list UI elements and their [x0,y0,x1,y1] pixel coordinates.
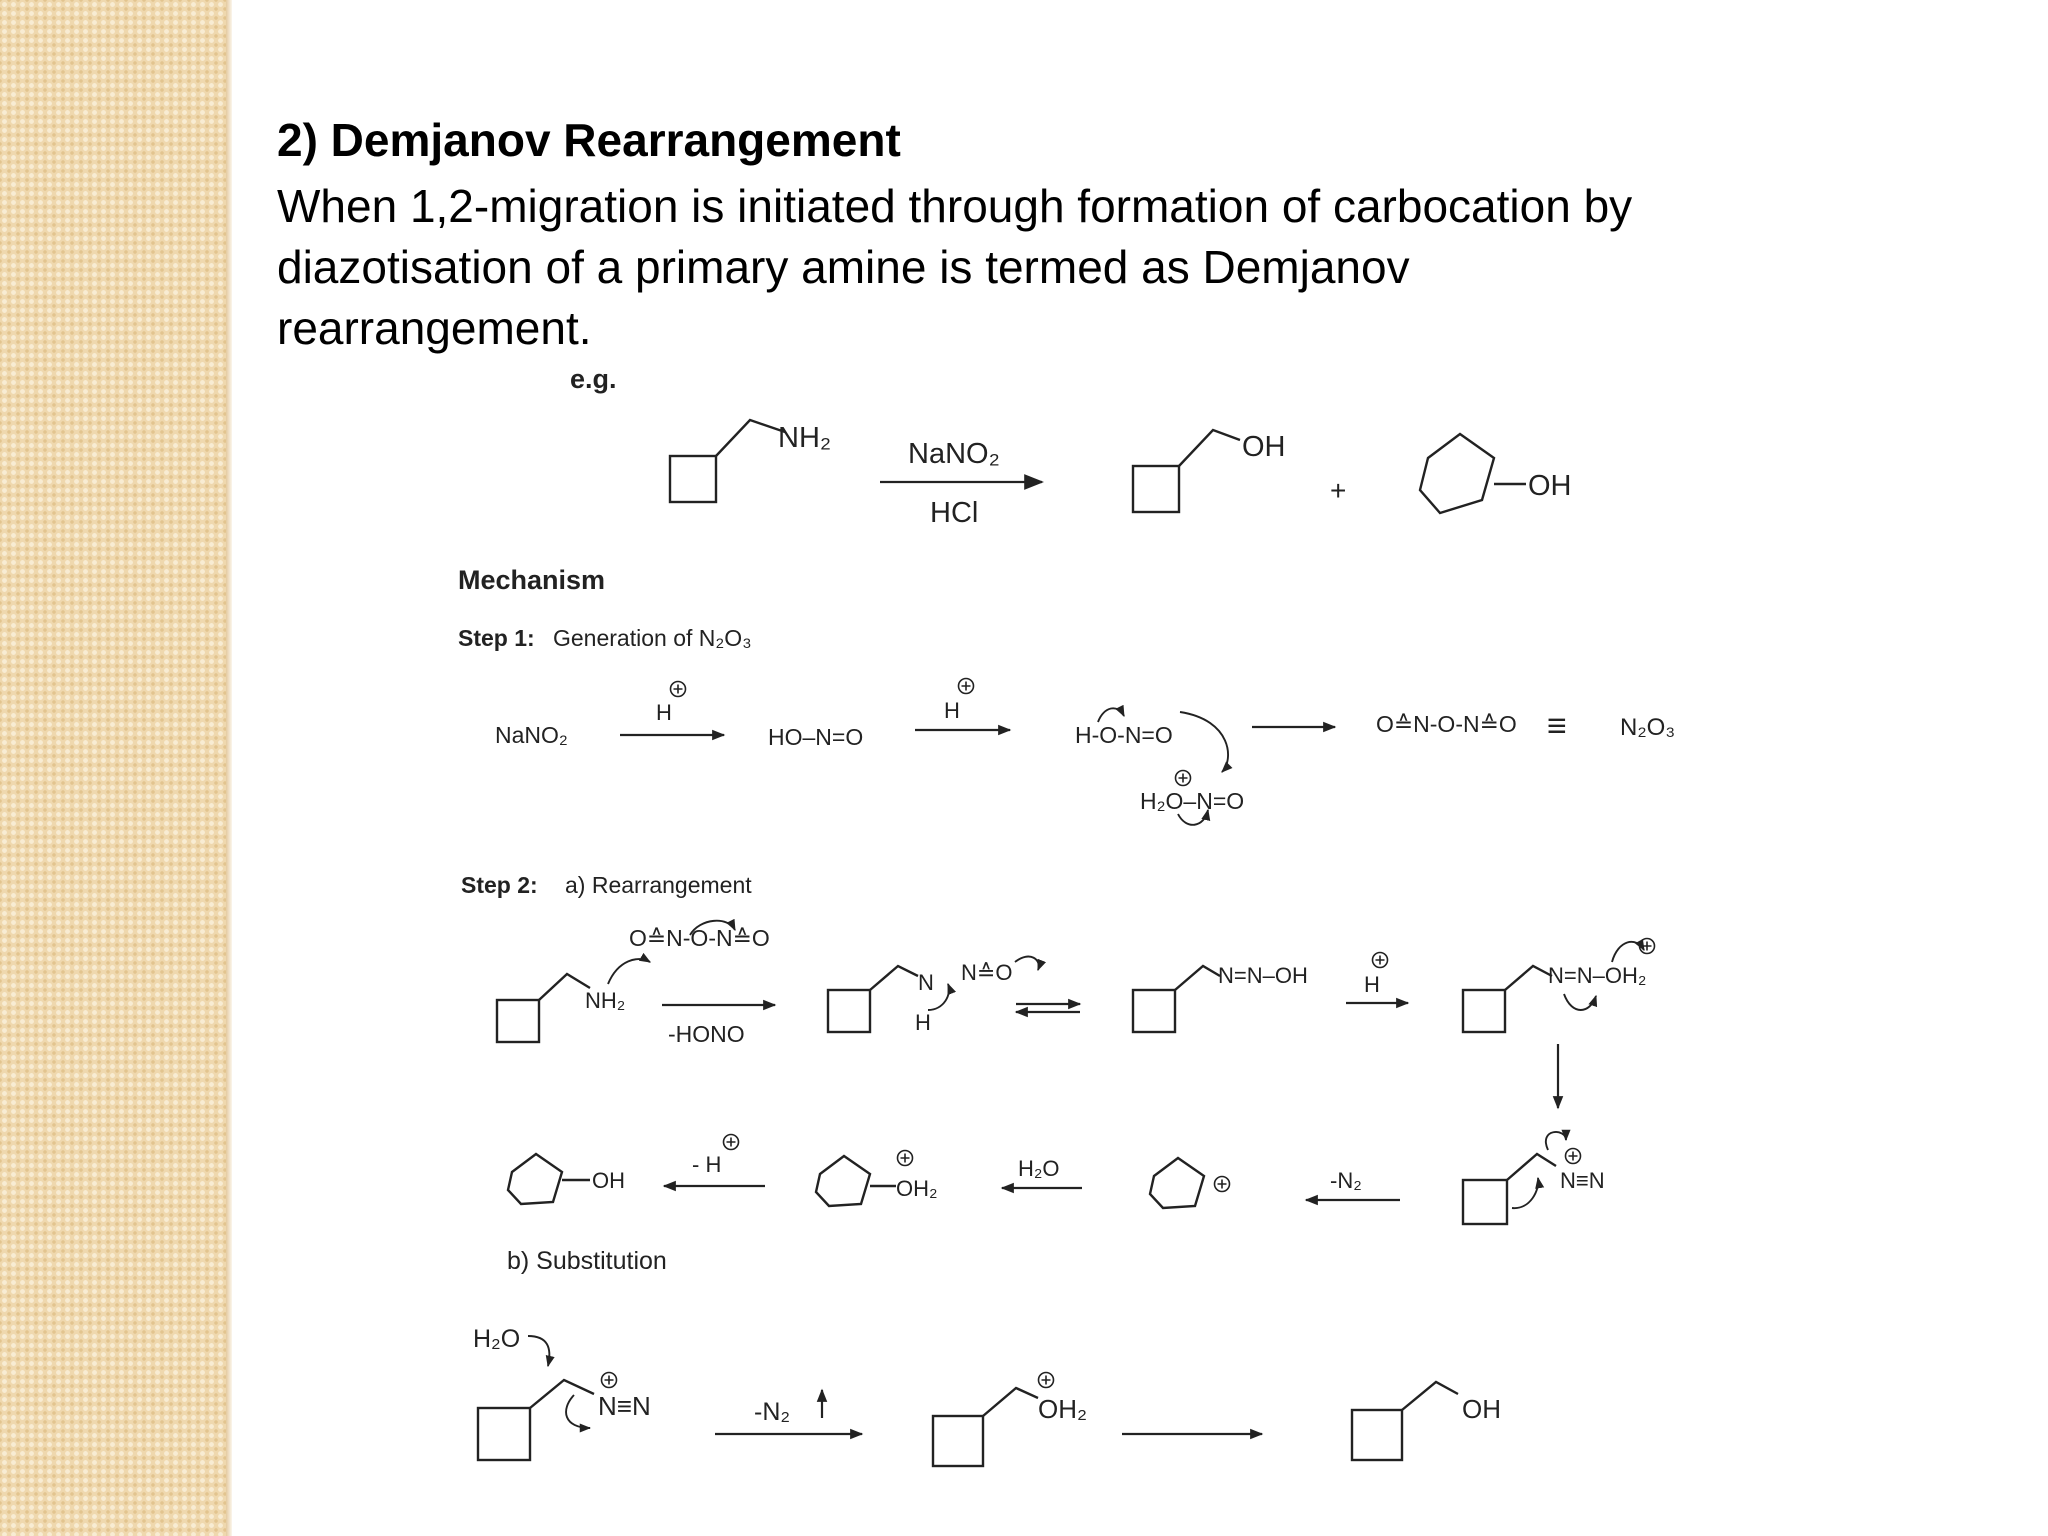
nh2-label: NH₂ [778,422,832,454]
cyclopentanol [508,1154,590,1204]
diazonium-label: N≡N [1560,1168,1605,1193]
curved-arrow [566,1395,590,1428]
n2o3-structure: O≙N-O-N≙O [629,925,770,951]
positive-charge-icon [671,682,686,697]
oh2-label: OH₂ [1038,1394,1088,1424]
body-line: When 1,2-migration is initiated through formation of carbocation by [277,180,1633,232]
eg-label: e.g. [570,364,617,394]
amine-h: H [915,1010,931,1035]
diazo-oh2-label: N=N–OH₂ [1548,963,1647,988]
reagent-nano2: NaNO₂ [908,438,1000,470]
diazohydroxide-label: N=N–OH [1218,963,1308,988]
protonated-cyclopentanol [816,1156,896,1206]
curved-arrow [1546,1132,1566,1150]
protonated-alcohol [933,1388,1038,1466]
equivalence-sign: ≡ [1547,707,1567,745]
diazohydroxide [1133,966,1220,1032]
oh-label: OH [1528,470,1572,502]
n2o3-structure: O≙N-O-N≙O [1376,711,1517,737]
minus-n2: -N₂ [754,1398,791,1426]
mechanism-title: Mechanism [458,565,606,595]
nitrous-acid: HO–N=O [768,724,864,750]
water: H₂O [1018,1156,1060,1181]
cyclobutylmethylamine [670,420,785,502]
positive-charge-icon [724,1135,739,1150]
cyclopentanol [1420,434,1526,513]
curved-arrow [1612,942,1644,962]
curved-arrow [528,1336,549,1366]
cyclopentyl-cation [1150,1158,1204,1208]
step2-desc: a) Rearrangement [565,872,752,898]
water: H₂O [473,1325,521,1353]
nitroso-group: N≙O [961,960,1013,985]
positive-charge-icon [898,1151,913,1166]
curved-arrow [1512,1178,1538,1208]
curved-arrow [1564,994,1596,1010]
oh-label: OH [1242,431,1286,463]
curved-arrow [1098,708,1124,722]
amine-n: N [918,970,934,995]
proton: H [1364,972,1380,997]
body-line: rearrangement. [277,302,592,354]
diazonium-ion [478,1380,594,1460]
positive-charge-icon [1039,1373,1054,1388]
cyclobutylmethylamine [497,974,590,1042]
positive-charge-icon [959,679,974,694]
proton: H [656,700,672,725]
n2o3-formula: N₂O₃ [1620,714,1676,741]
protonated-hono: H-O-N=O [1075,722,1173,748]
water-nitrosonium: H₂O–N=O [1140,788,1245,814]
nh2-label: NH₂ [585,988,626,1013]
step1-label: Step 1: [458,625,535,651]
positive-charge-icon [1566,1149,1581,1164]
positive-charge-icon [602,1373,617,1388]
proton: H [944,698,960,723]
minus-n2: -N₂ [1330,1168,1362,1193]
positive-charge-icon [1373,953,1388,968]
protonated-diazohydroxide [1463,966,1552,1032]
positive-charge-icon [1176,771,1191,786]
positive-charge-icon [1215,1177,1230,1192]
curved-arrow [608,959,650,984]
diazonium-ion [1463,1154,1556,1224]
body-line: diazotisation of a primary amine is termed as Demjanov [277,241,1410,293]
minus-proton: - H [692,1152,722,1177]
step1-desc: Generation of N₂O₃ [553,625,752,651]
diazonium-label: N≡N [598,1391,651,1421]
slide-title: 2) Demjanov Rearrangement [277,114,901,166]
minus-hono: -HONO [668,1021,745,1047]
oh2-label: OH₂ [896,1176,938,1201]
substitution-title: b) Substitution [507,1247,667,1275]
cyclobutylmethanol [1352,1382,1458,1460]
cyclobutylmethanol [1133,430,1240,512]
curved-arrow [1015,957,1039,970]
oh-label: OH [1462,1394,1501,1424]
reagent-hcl: HCl [930,497,979,529]
plus-sign: + [1330,475,1347,506]
nitrosamine [828,966,918,1032]
oh-label: OH [592,1168,625,1193]
nano2: NaNO₂ [495,722,568,748]
curved-arrow [1180,712,1228,772]
step2-label: Step 2: [461,872,538,898]
